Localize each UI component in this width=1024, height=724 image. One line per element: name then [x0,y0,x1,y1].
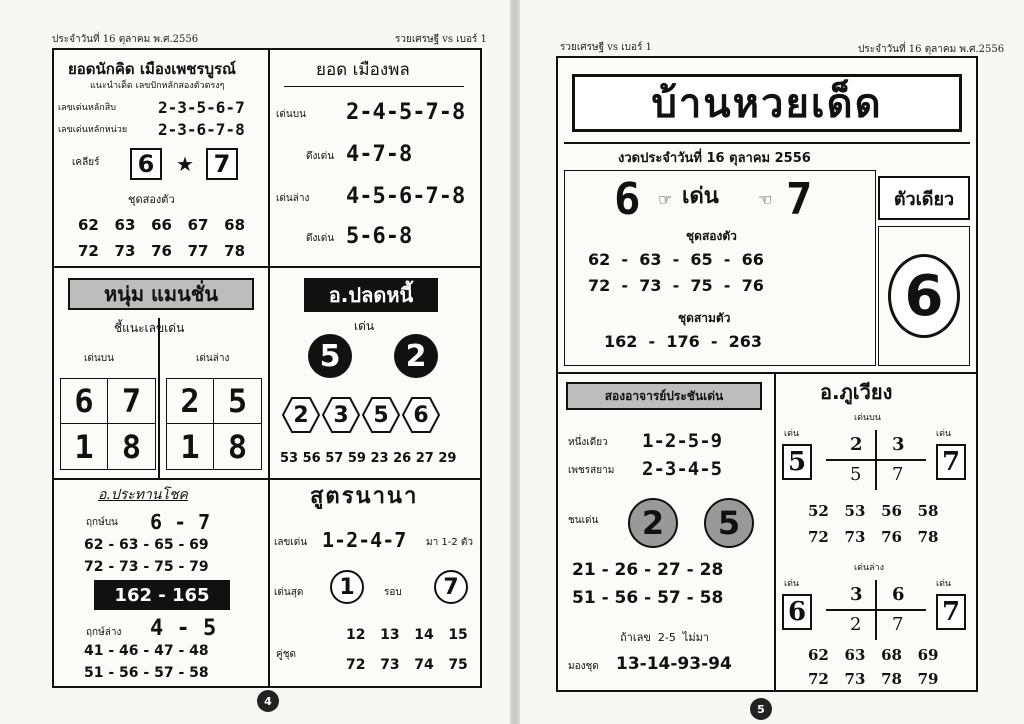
grid-cell: 2 [167,379,214,424]
left-page-number: 4 [257,690,279,712]
secA-r2-value: 2-3-4-5 [642,458,723,480]
sec5-title: อ.ประทานโชค [98,487,188,503]
hex-value: 3 [333,402,349,428]
secA-r1-label: หนึ่งเดียว [568,437,608,448]
sec2-r1-value: 2-4-5-7-8 [346,100,466,125]
secA-title: สองอาจารย์ประชันเด่น [566,382,762,410]
sec4-circle-a: 5 [308,334,352,378]
cross-cell: 3 [850,584,863,605]
sec1-row2-label: เลขเด่นหลักหน่วย [58,125,128,135]
sec5-upper-row1: 62 - 63 - 65 - 69 [84,537,209,553]
hexagon-shape [282,396,320,434]
sec3-lower-label: เด่นล่าง [196,353,230,364]
sec1-pairs-label: ชุดสองตัว [128,193,175,206]
sec3-grid-left [60,378,156,470]
main-mid-label: เด่น [682,184,719,209]
cross-cell: 7 [892,464,904,485]
secB-lower-cross [826,580,926,640]
sec2-r3-value: 4-5-6-7-8 [346,184,466,209]
secA-note: ถ้าเลข 2-5 ไม่มา [620,631,710,644]
sec2-title: ยอด เมืองพล [316,60,410,80]
secA-watch-label: มองชุด [568,661,599,672]
hex-value: 6 [413,402,429,428]
secA-r2-label: เพชรสยาม [568,465,615,476]
grid-cell: 5 [214,379,261,424]
triples-label: ชุดสามตัว [678,311,731,325]
sec6-pairs-row1: 12 13 14 15 [346,627,468,643]
sec1-row1-label: เลขเด่นหลักสิบ [58,103,116,113]
secA-circle-a: 2 [628,498,678,548]
secA-watch-value: 13-14-93-94 [616,654,732,674]
hex-value: 5 [373,402,389,428]
sec4-numbers: 53 56 57 59 23 26 27 29 [280,451,457,466]
single-value: 6 [888,254,960,338]
grid-cell: 6 [61,379,108,424]
secB-lower-right-label: เด่น [936,579,952,589]
book-gutter [510,0,520,724]
sec1-pairs-row1: 62 63 66 67 68 [78,216,246,234]
right-page-number: 5 [750,698,772,720]
cross-cell: 7 [892,614,904,635]
secB-upper-label: เด่นบน [854,413,881,423]
hexagon-shape [402,396,440,434]
secB-lower-label: เด่นล่าง [854,563,885,573]
secB-lower-left-box: 6 [782,594,812,630]
secA-circle-label: ชนเด่น [568,515,599,526]
sec1-subtitle: แนะนำเด็ด เลขปักหลักสองตัวตรงๆ [90,81,225,91]
sec1-pairs-row2: 72 73 76 77 78 [78,242,246,260]
pairs-row1: 62 - 63 - 65 - 66 [588,250,764,269]
right-frame [556,56,978,692]
left-header-title: รวยเศรษฐี vs เบอร์ 1 [395,34,487,45]
secA-row2: 51 - 56 - 57 - 58 [572,588,724,608]
right-header-title: รวยเศรษฐี vs เบอร์ 1 [560,42,652,53]
sec6-title: สูตรนานา [310,484,419,509]
sec6-pairs-label: คู่ชุด [276,649,296,660]
sec3-grid-right [166,378,262,470]
sec2-underline [284,86,464,87]
grid-cell: 1 [167,424,214,469]
left-header-date: ประจำวันที่ 16 ตุลาคม พ.ศ.2556 [52,34,199,45]
sec6-r1-note: มา 1-2 ตัว [426,537,474,548]
secB-lower-right-box: 7 [936,594,966,630]
left-frame [52,48,482,688]
sec5-lower-row1: 41 - 46 - 47 - 48 [84,643,209,659]
sec3-upper-label: เด่นบน [84,353,114,364]
sec1-box-a: 6 [130,148,162,180]
sec5-upper-row2: 72 - 73 - 75 - 79 [84,559,209,575]
sec5-upper-value: 6 - 7 [150,510,211,534]
sec4-circle-b: 2 [394,334,438,378]
sec3-title: หนุ่ม แมนชั่น [68,278,254,310]
sec5-lower-row2: 51 - 56 - 57 - 58 [84,665,209,681]
sec5-black-band: 162 - 165 [94,580,230,610]
sec6-circle-b: 7 [434,570,468,604]
grid-cell: 8 [121,427,142,466]
secA-circle-b: 5 [704,498,754,548]
sec1-row1-value: 2-3-5-6-7 [158,98,245,117]
sec2-r4-label: ดึงเด่น [306,233,335,244]
secB-upper-right-box: 7 [936,444,966,480]
cross-cell: 3 [892,434,905,455]
secB-lower-row1: 62 63 68 69 [808,646,939,664]
sec6-r2-label: เด่นสุด [274,587,304,598]
cross-cell: 2 [850,614,862,635]
single-title: ตัวเดียว [878,176,970,220]
hexagon-shape [362,396,400,434]
pairs-label: ชุดสองตัว [686,229,737,243]
sec2-r3-label: เด่นล่าง [276,193,310,204]
pointing-hand-right-icon: ☞ [658,190,673,209]
sec4-title: อ.ปลดหนี้ [304,278,438,312]
secB-upper-left-label: เด่น [784,429,800,439]
sec6-circle-a: 1 [330,570,364,604]
sec5-lower-value: 4 - 5 [150,616,217,641]
secB-upper-right-label: เด่น [936,429,952,439]
hexagon-shape [322,396,360,434]
pairs-row2: 72 - 73 - 75 - 76 [588,276,764,295]
sec6-pairs-row2: 72 73 74 75 [346,657,468,673]
secB-upper-cross [826,430,926,490]
secA-r1-value: 1-2-5-9 [642,430,723,452]
secB-upper-left-box: 5 [782,444,812,480]
secB-lower-left-label: เด่น [784,579,800,589]
pointing-hand-left-icon: ☜ [758,190,773,209]
right-page [520,0,1024,724]
main-number-a: 6 [614,174,641,225]
grid-cell: 1 [61,424,108,469]
cross-cell: 6 [892,584,905,605]
sec6-r1-label: เลขเด่น [274,537,308,548]
secB-title: อ.ภูเวียง [820,380,893,404]
sec1-row2-value: 2-3-6-7-8 [158,120,245,139]
cross-cell: 2 [850,434,863,455]
secB-upper-row1: 52 53 56 58 [808,502,939,520]
sec2-r2-label: ดึงเด่น [306,151,335,162]
sec2-r1-label: เด่นบน [276,109,306,120]
sec3-subtitle: ชี้แนะเลขเด่น [114,321,185,335]
grid-divider [158,318,160,478]
sec5-upper-label: ฤกษ์บน [86,517,118,528]
grid-cell: 7 [108,379,155,424]
sec1-box-b: 7 [206,148,238,180]
secA-row1: 21 - 26 - 27 - 28 [572,560,724,580]
hex-value: 2 [293,402,309,428]
sec2-r4-value: 5-6-8 [346,224,413,249]
sec5-lower-label: ฤกษ์ล่าง [86,627,122,638]
grid-cell: 8 [227,427,248,466]
sec4-subtitle: เด่น [354,319,375,333]
secB-lower-row2: 72 73 78 79 [808,670,939,688]
main-number-b: 7 [786,174,813,225]
main-banner-title: บ้านหวยเด็ด [572,74,962,132]
right-header-date: ประจำวันที่ 16 ตุลาคม พ.ศ.2556 [858,44,1005,55]
sec2-r2-value: 4-7-8 [346,142,413,167]
sec6-r1-value: 1-2-4-7 [322,528,407,552]
sec1-title: ยอดนักคิด เมืองเพชรบูรณ์ [68,60,236,78]
star-icon: ★ [176,152,194,176]
sec6-r2-mid: รอบ [384,587,402,598]
cross-cell: 5 [850,464,862,485]
secB-upper-row2: 72 73 76 78 [808,528,939,546]
triples-row: 162 - 176 - 263 [604,332,763,351]
draw-line: งวดประจำวันที่ 16 ตุลาคม 2556 [618,151,811,166]
sec1-clear-label: เคลียร์ [72,157,100,168]
left-page [0,0,510,724]
